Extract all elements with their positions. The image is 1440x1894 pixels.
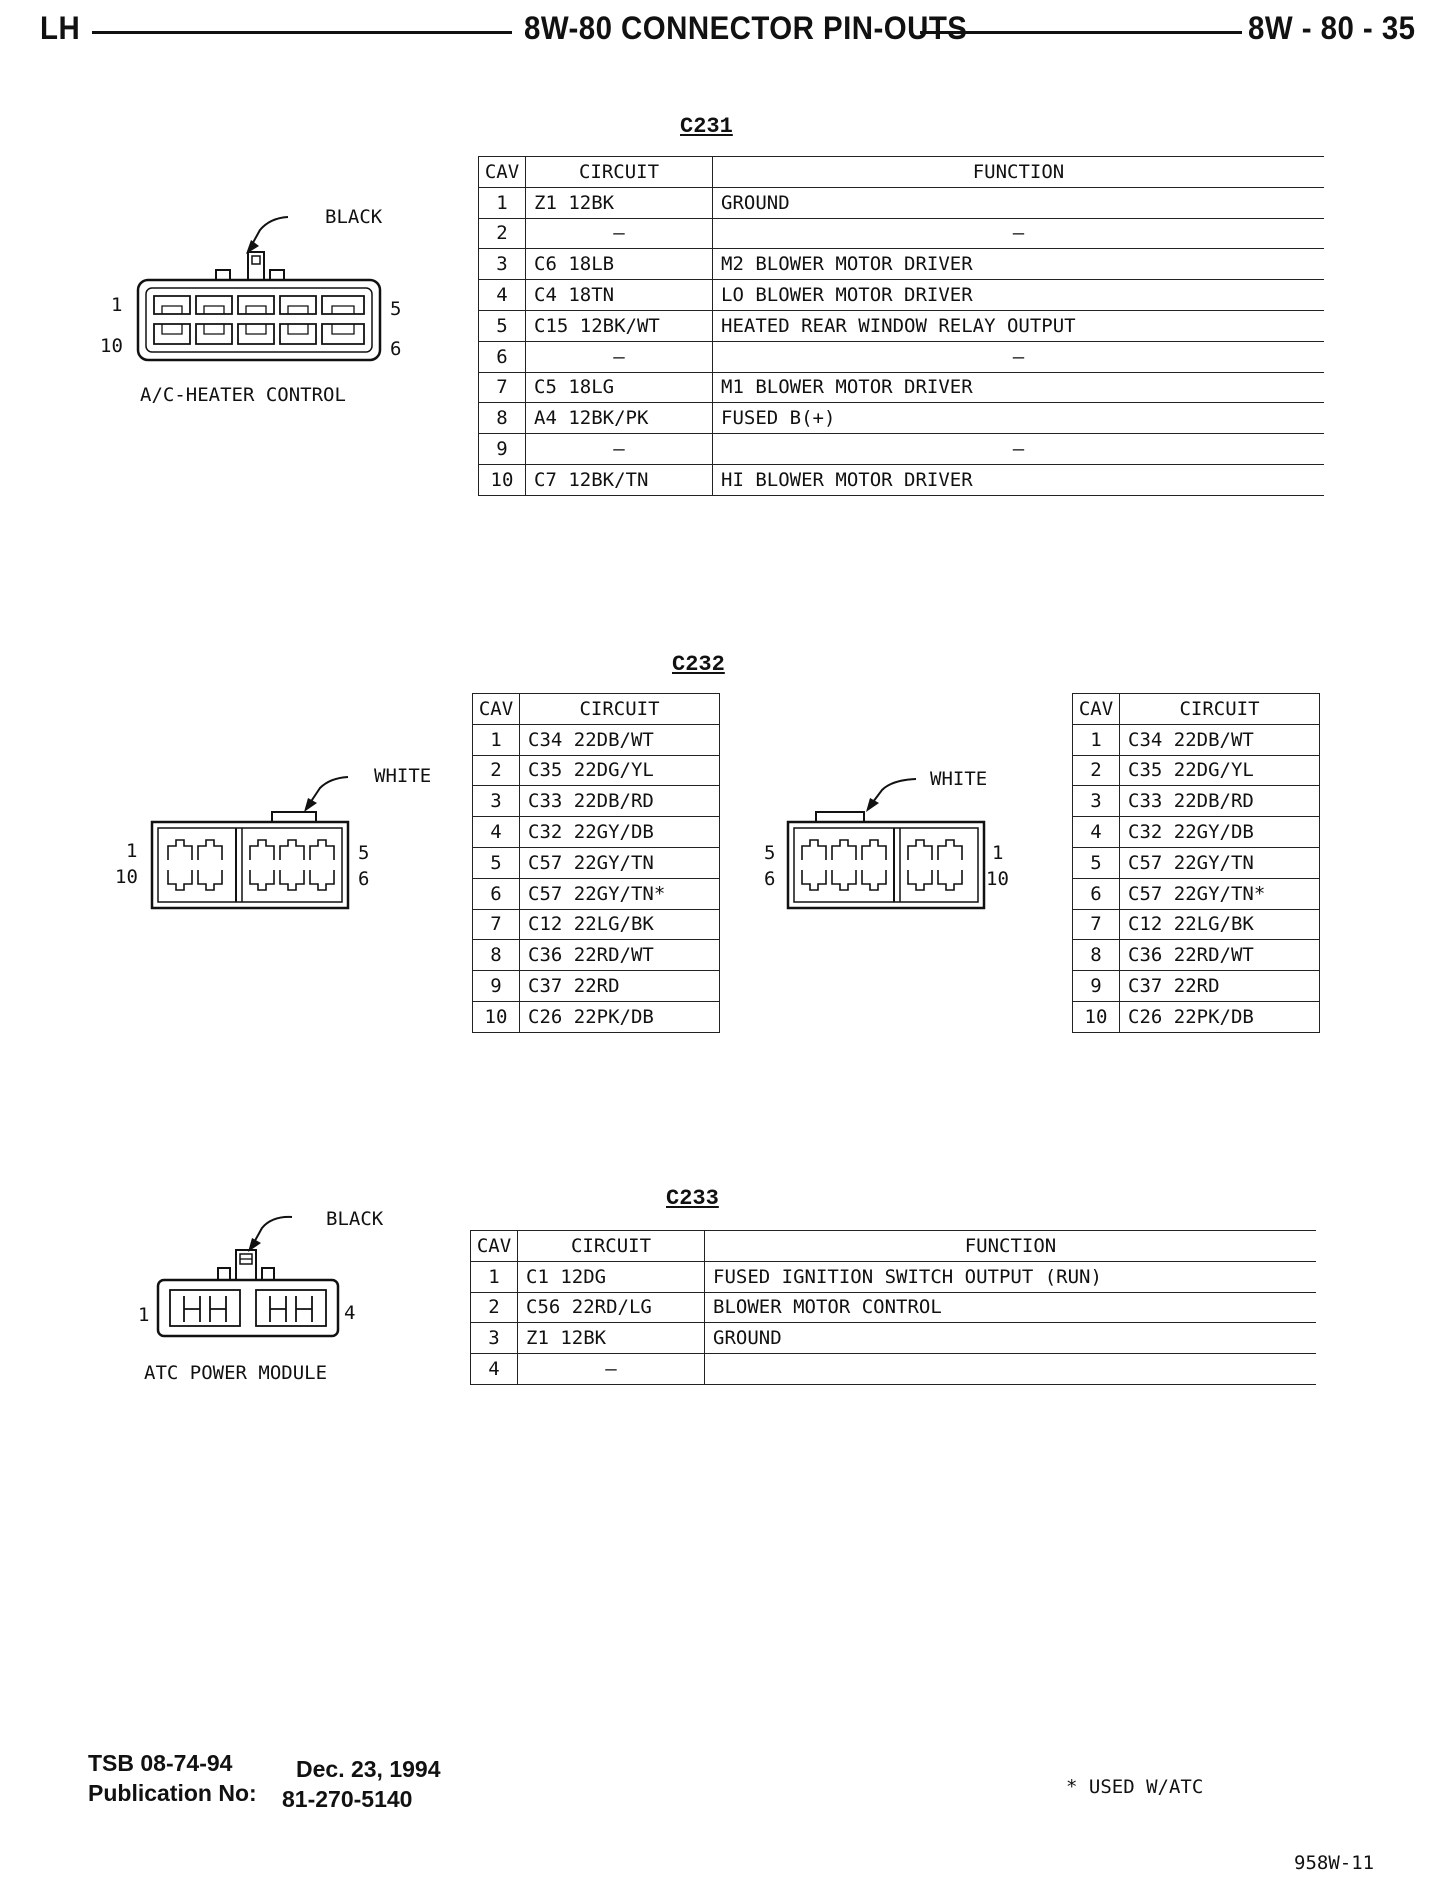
- c232-left-pin-6-label: 6: [358, 868, 370, 890]
- circuit-cell: C12 22LG/BK: [1120, 909, 1320, 940]
- c233-connector-name: ATC POWER MODULE: [144, 1362, 328, 1384]
- footnote: * USED W/ATC: [1066, 1776, 1204, 1798]
- cav-header: CAV: [479, 157, 526, 188]
- c231-color-label: BLACK: [325, 206, 383, 228]
- cav-cell: 8: [479, 403, 526, 434]
- circuit-cell: C4 18TN: [526, 280, 713, 311]
- table-row: [473, 847, 720, 878]
- circuit-cell: C33 22DB/RD: [1120, 786, 1320, 817]
- circuit-cell: C37 22RD: [520, 971, 720, 1002]
- c232-table-left: [472, 693, 720, 1033]
- cav-cell: 5: [1073, 847, 1120, 878]
- cav-cell: 3: [471, 1323, 518, 1354]
- circuit-cell: –: [526, 218, 713, 249]
- table-row: [473, 940, 720, 971]
- circuit-cell: C57 22GY/TN: [520, 847, 720, 878]
- circuit-cell: C12 22LG/BK: [520, 909, 720, 940]
- cav-cell: 9: [1073, 971, 1120, 1002]
- publication-label: Publication No:: [88, 1780, 257, 1806]
- function-cell: –: [713, 434, 1325, 465]
- c232-left-color-label: WHITE: [374, 765, 432, 787]
- circuit-cell: C57 22GY/TN*: [520, 878, 720, 909]
- cav-cell: 10: [479, 464, 526, 495]
- table-row: [1073, 786, 1320, 817]
- cav-cell: 6: [1073, 878, 1120, 909]
- cav-cell: 6: [479, 341, 526, 372]
- c232-title: C232: [672, 652, 725, 677]
- function-cell: HI BLOWER MOTOR DRIVER: [713, 464, 1325, 495]
- cav-cell: 6: [473, 878, 520, 909]
- c233-pin-1-label: 1: [138, 1304, 150, 1326]
- circuit-header: CIRCUIT: [1120, 694, 1320, 725]
- cav-cell: 10: [1073, 1001, 1120, 1032]
- circuit-cell: C26 22PK/DB: [520, 1001, 720, 1032]
- circuit-cell: C34 22DB/WT: [520, 724, 720, 755]
- function-cell: M2 BLOWER MOTOR DRIVER: [713, 249, 1325, 280]
- circuit-header: CIRCUIT: [520, 694, 720, 725]
- function-cell: GROUND: [705, 1323, 1317, 1354]
- page-number: 8W - 80 - 35: [1248, 10, 1416, 46]
- cav-cell: 4: [471, 1354, 518, 1385]
- circuit-cell: C33 22DB/RD: [520, 786, 720, 817]
- function-header: FUNCTION: [713, 157, 1325, 188]
- cav-cell: 2: [473, 755, 520, 786]
- cav-cell: 4: [479, 280, 526, 311]
- table-row: [473, 817, 720, 848]
- table-row: [473, 878, 720, 909]
- header-rule-left: [92, 31, 512, 34]
- circuit-cell: A4 12BK/PK: [526, 403, 713, 434]
- table-row: [1073, 817, 1320, 848]
- function-cell: LO BLOWER MOTOR DRIVER: [713, 280, 1325, 311]
- cav-cell: 4: [473, 817, 520, 848]
- table-row: [473, 755, 720, 786]
- c233-connector-drawing: [150, 1200, 350, 1350]
- cav-cell: 8: [473, 940, 520, 971]
- function-cell: M1 BLOWER MOTOR DRIVER: [713, 372, 1325, 403]
- circuit-cell: C36 22RD/WT: [520, 940, 720, 971]
- function-cell: –: [713, 218, 1325, 249]
- function-cell: FUSED B(+): [713, 403, 1325, 434]
- table-row: [1073, 724, 1320, 755]
- header-rule-right: [920, 31, 1242, 34]
- function-header: FUNCTION: [705, 1231, 1317, 1262]
- c232-right-pin-1-label: 1: [992, 842, 1004, 864]
- function-cell: BLOWER MOTOR CONTROL: [705, 1292, 1317, 1323]
- table-row: [479, 187, 1325, 218]
- table-row: [479, 434, 1325, 465]
- cav-cell: 3: [1073, 786, 1120, 817]
- circuit-cell: C57 22GY/TN: [1120, 847, 1320, 878]
- circuit-cell: C5 18LG: [526, 372, 713, 403]
- publication-number: 81-270-5140: [282, 1786, 413, 1812]
- c232-right-pin-6-label: 6: [764, 868, 776, 890]
- cav-cell: 3: [473, 786, 520, 817]
- table-row: [1073, 847, 1320, 878]
- function-cell: [705, 1354, 1317, 1385]
- cav-cell: 1: [1073, 724, 1120, 755]
- table-row: [479, 403, 1325, 434]
- circuit-cell: C35 22DG/YL: [1120, 755, 1320, 786]
- cav-cell: 1: [471, 1261, 518, 1292]
- table-header-row: [479, 157, 1325, 188]
- table-row: [473, 786, 720, 817]
- table-row: [479, 341, 1325, 372]
- table-row: [1073, 755, 1320, 786]
- cav-cell: 2: [479, 218, 526, 249]
- c231-title: C231: [680, 114, 733, 139]
- c233-color-label: BLACK: [326, 1208, 384, 1230]
- cav-cell: 4: [1073, 817, 1120, 848]
- c232-right-color-label: WHITE: [930, 768, 988, 790]
- cav-cell: 5: [473, 847, 520, 878]
- table-row: [1073, 878, 1320, 909]
- table-row: [479, 372, 1325, 403]
- cav-cell: 10: [473, 1001, 520, 1032]
- c232-left-pin-1-label: 1: [126, 840, 138, 862]
- c231-pin-10-label: 10: [100, 335, 123, 357]
- cav-cell: 7: [1073, 909, 1120, 940]
- cav-header: CAV: [473, 694, 520, 725]
- cav-cell: 7: [479, 372, 526, 403]
- cav-cell: 9: [473, 971, 520, 1002]
- table-header-row: [471, 1231, 1317, 1262]
- circuit-header: CIRCUIT: [518, 1231, 705, 1262]
- circuit-cell: C32 22GY/DB: [520, 817, 720, 848]
- c231-pin-1-label: 1: [111, 294, 123, 316]
- tsb-date: Dec. 23, 1994: [296, 1756, 441, 1782]
- c233-table: [470, 1230, 1316, 1385]
- circuit-cell: C37 22RD: [1120, 971, 1320, 1002]
- table-row: [1073, 1001, 1320, 1032]
- c232-left-connector-drawing: [140, 760, 360, 920]
- function-cell: GROUND: [713, 187, 1325, 218]
- c232-left-pin-10-label: 10: [115, 866, 138, 888]
- function-cell: HEATED REAR WINDOW RELAY OUTPUT: [713, 310, 1325, 341]
- table-row: [479, 249, 1325, 280]
- table-row: [471, 1354, 1317, 1385]
- cav-header: CAV: [1073, 694, 1120, 725]
- c233-title: C233: [666, 1186, 719, 1211]
- circuit-cell: C7 12BK/TN: [526, 464, 713, 495]
- page-title: 8W-80 CONNECTOR PIN-OUTS: [524, 10, 968, 46]
- c232-table-right: [1072, 693, 1320, 1033]
- figure-id: 958W-11: [1294, 1852, 1375, 1874]
- circuit-cell: Z1 12BK: [518, 1323, 705, 1354]
- function-cell: –: [713, 341, 1325, 372]
- cav-cell: 3: [479, 249, 526, 280]
- header-left: LH: [40, 10, 81, 46]
- table-row: [471, 1323, 1317, 1354]
- circuit-cell: Z1 12BK: [526, 187, 713, 218]
- table-header-row: [1073, 694, 1320, 725]
- c231-pin-6-label: 6: [390, 338, 402, 360]
- table-row: [479, 280, 1325, 311]
- c232-right-pin-5-label: 5: [764, 842, 776, 864]
- table-row: [1073, 971, 1320, 1002]
- circuit-cell: C56 22RD/LG: [518, 1292, 705, 1323]
- cav-cell: 5: [479, 310, 526, 341]
- circuit-cell: –: [518, 1354, 705, 1385]
- circuit-cell: –: [526, 341, 713, 372]
- cav-cell: 1: [473, 724, 520, 755]
- cav-cell: 8: [1073, 940, 1120, 971]
- c232-right-pin-10-label: 10: [986, 868, 1009, 890]
- table-row: [479, 218, 1325, 249]
- circuit-cell: C57 22GY/TN*: [1120, 878, 1320, 909]
- table-row: [479, 310, 1325, 341]
- table-row: [479, 464, 1325, 495]
- circuit-cell: C36 22RD/WT: [1120, 940, 1320, 971]
- c231-table: [478, 156, 1324, 496]
- table-header-row: [473, 694, 720, 725]
- table-row: [471, 1261, 1317, 1292]
- circuit-cell: C32 22GY/DB: [1120, 817, 1320, 848]
- table-row: [1073, 909, 1320, 940]
- circuit-cell: C35 22DG/YL: [520, 755, 720, 786]
- table-row: [473, 1001, 720, 1032]
- circuit-cell: C6 18LB: [526, 249, 713, 280]
- circuit-cell: –: [526, 434, 713, 465]
- table-row: [473, 971, 720, 1002]
- cav-cell: 7: [473, 909, 520, 940]
- table-row: [471, 1292, 1317, 1323]
- cav-cell: 9: [479, 434, 526, 465]
- circuit-cell: C1 12DG: [518, 1261, 705, 1292]
- cav-cell: 2: [1073, 755, 1120, 786]
- c233-pin-4-label: 4: [344, 1302, 356, 1324]
- c231-connector-name: A/C-HEATER CONTROL: [140, 384, 346, 406]
- c232-left-pin-5-label: 5: [358, 842, 370, 864]
- c231-pin-5-label: 5: [390, 298, 402, 320]
- table-row: [473, 724, 720, 755]
- function-cell: FUSED IGNITION SWITCH OUTPUT (RUN): [705, 1261, 1317, 1292]
- cav-cell: 2: [471, 1292, 518, 1323]
- table-row: [473, 909, 720, 940]
- table-row: [1073, 940, 1320, 971]
- circuit-cell: C34 22DB/WT: [1120, 724, 1320, 755]
- cav-header: CAV: [471, 1231, 518, 1262]
- circuit-header: CIRCUIT: [526, 157, 713, 188]
- circuit-cell: C26 22PK/DB: [1120, 1001, 1320, 1032]
- cav-cell: 1: [479, 187, 526, 218]
- circuit-cell: C15 12BK/WT: [526, 310, 713, 341]
- tsb-number: TSB 08-74-94: [88, 1750, 233, 1776]
